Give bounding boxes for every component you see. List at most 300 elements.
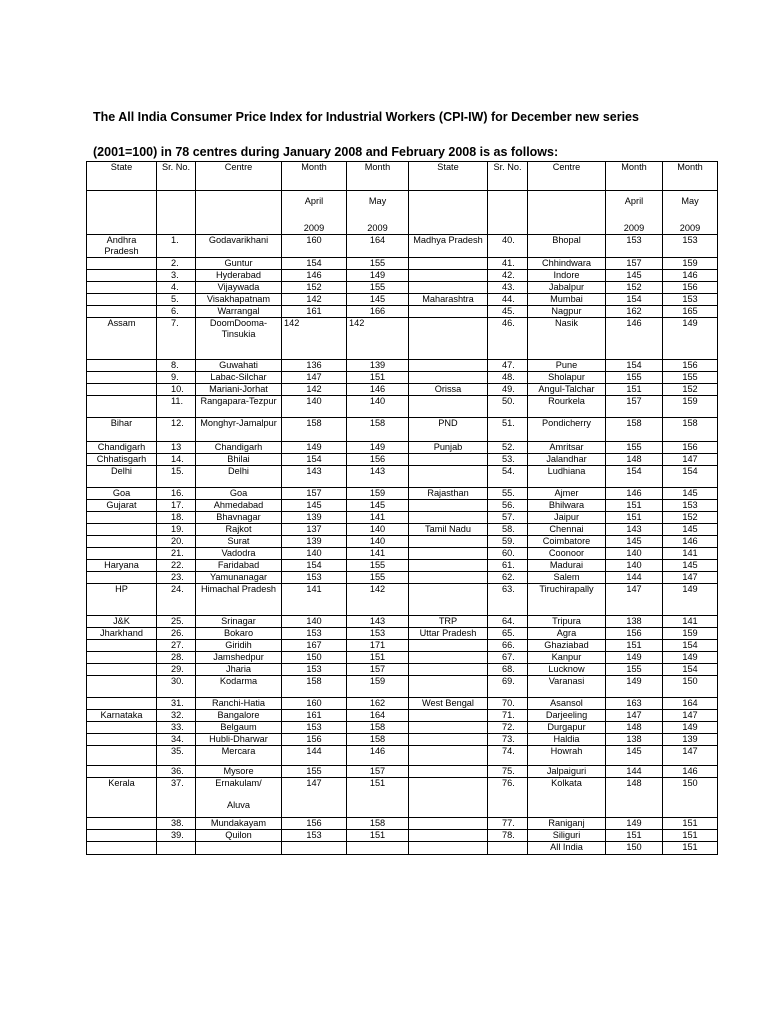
april-value: 157 (606, 258, 663, 270)
centre-cell: Sholapur (528, 372, 606, 384)
may-value: 151 (347, 830, 409, 842)
state-cell: HP (87, 584, 157, 616)
may-value: 155 (347, 572, 409, 584)
may-value: 157 (347, 766, 409, 778)
may-value: 164 (347, 710, 409, 722)
sr-no-cell: 36. (157, 766, 196, 778)
sr-no-cell: 12. (157, 418, 196, 442)
april-value: 161 (282, 306, 347, 318)
sr-no-cell: 26. (157, 628, 196, 640)
may-value: 155 (347, 258, 409, 270)
cpi-table (86, 161, 718, 855)
april-value: 140 (282, 396, 347, 418)
centre-cell: Belgaum (196, 722, 282, 734)
may-value: 149 (663, 722, 718, 734)
april-value: 140 (282, 616, 347, 628)
centre-cell: Mundakayam (196, 818, 282, 830)
may-value: 155 (347, 560, 409, 572)
centre-cell: Pondicherry (528, 418, 606, 442)
centre-cell: Chennai (528, 524, 606, 536)
april-value: 137 (282, 524, 347, 536)
state-cell (87, 676, 157, 698)
state-cell (87, 524, 157, 536)
centre-cell: Ghaziabad (528, 640, 606, 652)
state-cell (87, 746, 157, 766)
may-value: 145 (663, 488, 718, 500)
sr-no-cell: 33. (157, 722, 196, 734)
may-value: 159 (663, 628, 718, 640)
centre-cell: Ludhiana (528, 466, 606, 488)
sr-no-cell: 60. (488, 548, 528, 560)
table-row (87, 512, 718, 524)
state-cell (409, 584, 488, 616)
state-cell (87, 372, 157, 384)
may-value: 156 (347, 454, 409, 466)
state-cell (87, 842, 157, 855)
sr-no-cell: 47. (488, 360, 528, 372)
sr-no-cell: 69. (488, 676, 528, 698)
sr-no-cell: 73. (488, 734, 528, 746)
april-value: 155 (282, 766, 347, 778)
may-value: 145 (347, 500, 409, 512)
sr-no-cell: 44. (488, 294, 528, 306)
may-value: 164 (347, 235, 409, 258)
centre-cell: Bangalore (196, 710, 282, 722)
sr-no-cell: 52. (488, 442, 528, 454)
sr-no-cell: 66. (488, 640, 528, 652)
may-value: 151 (347, 778, 409, 818)
state-cell: Gujarat (87, 500, 157, 512)
may-value: 166 (347, 306, 409, 318)
sr-no-cell: 42. (488, 270, 528, 282)
may-value: 171 (347, 640, 409, 652)
may-value: 149 (663, 318, 718, 360)
april-value: 140 (606, 560, 663, 572)
centre-cell: Srinagar (196, 616, 282, 628)
centre-cell: Jharia (196, 664, 282, 676)
table-row (87, 270, 718, 282)
may-value: 152 (663, 512, 718, 524)
table-row (87, 235, 718, 258)
may-value: 151 (663, 842, 718, 855)
april-value: 148 (606, 454, 663, 466)
table-row (87, 372, 718, 384)
table-row (87, 294, 718, 306)
sr-no-cell: 18. (157, 512, 196, 524)
centre-cell: Angul-Talchar (528, 384, 606, 396)
sr-no-cell: 65. (488, 628, 528, 640)
state-cell (409, 548, 488, 560)
sr-no-cell: 23. (157, 572, 196, 584)
table-row (87, 734, 718, 746)
centre-cell: Pune (528, 360, 606, 372)
centre-cell: Tripura (528, 616, 606, 628)
state-cell: Goa (87, 488, 157, 500)
month-name: April (304, 196, 324, 206)
table-row (87, 258, 718, 270)
april-value: 157 (606, 396, 663, 418)
may-value: 147 (663, 572, 718, 584)
state-cell (409, 746, 488, 766)
april-value: 140 (606, 548, 663, 560)
header-sr-no-right: Sr. No. (488, 162, 528, 191)
centre-cell (196, 842, 282, 855)
sr-no-cell (157, 842, 196, 855)
april-value: 151 (606, 500, 663, 512)
sr-no-cell: 11. (157, 396, 196, 418)
state-cell (87, 830, 157, 842)
table-row (87, 584, 718, 616)
centre-cell: Faridabad (196, 560, 282, 572)
sr-no-cell: 59. (488, 536, 528, 548)
header-state-right: State (409, 162, 488, 191)
table-row (87, 548, 718, 560)
may-value (347, 842, 409, 855)
header-centre: Centre (196, 162, 282, 191)
april-value: 153 (282, 722, 347, 734)
may-value: 158 (347, 818, 409, 830)
centre-cell: Bhilwara (528, 500, 606, 512)
may-value: 151 (663, 818, 718, 830)
april-value: 154 (282, 454, 347, 466)
subheader-row (87, 191, 718, 235)
state-cell: Kerala (87, 778, 157, 818)
state-cell (409, 722, 488, 734)
april-value: 143 (606, 524, 663, 536)
table-row (87, 830, 718, 842)
may-value: 154 (663, 640, 718, 652)
may-value: 145 (663, 524, 718, 536)
centre-cell: Ranchi-Hatia (196, 698, 282, 710)
april-value: 153 (606, 235, 663, 258)
april-value: 151 (606, 640, 663, 652)
table-row (87, 710, 718, 722)
table-row (87, 766, 718, 778)
sr-no-cell: 45. (488, 306, 528, 318)
document-title: The All India Consumer Price Index for Industrial Workers (CPI-IW) for December new series (93, 110, 639, 124)
sr-no-cell: 39. (157, 830, 196, 842)
state-cell: Karnataka (87, 710, 157, 722)
state-cell (87, 306, 157, 318)
april-value: 150 (282, 652, 347, 664)
sr-no-cell: 28. (157, 652, 196, 664)
state-cell (87, 734, 157, 746)
state-cell (409, 830, 488, 842)
may-value: 156 (663, 282, 718, 294)
may-value: 146 (663, 270, 718, 282)
centre-cell: Bhopal (528, 235, 606, 258)
sr-no-cell: 77. (488, 818, 528, 830)
centre-cell: Warrangal (196, 306, 282, 318)
sr-no-cell: 61. (488, 560, 528, 572)
table-row (87, 306, 718, 318)
may-value: 145 (663, 560, 718, 572)
sr-no-cell: 14. (157, 454, 196, 466)
centre-cell: Salem (528, 572, 606, 584)
sr-no-cell: 32. (157, 710, 196, 722)
state-cell (409, 282, 488, 294)
sr-no-cell: 67. (488, 652, 528, 664)
state-cell (409, 572, 488, 584)
centre-cell: Madurai (528, 560, 606, 572)
table-row (87, 418, 718, 442)
sr-no-cell: 68. (488, 664, 528, 676)
centre-cell: Siliguri (528, 830, 606, 842)
centre-cell: Ernakulam/ Aluva (196, 778, 282, 818)
may-value: 154 (663, 466, 718, 488)
centre-cell: Coonoor (528, 548, 606, 560)
centre-cell: Kolkata (528, 778, 606, 818)
state-cell (409, 778, 488, 818)
state-cell (409, 396, 488, 418)
may-value: 159 (663, 258, 718, 270)
april-value: 156 (606, 628, 663, 640)
centre-cell: Goa (196, 488, 282, 500)
april-value: 149 (606, 652, 663, 664)
centre-cell: Vijaywada (196, 282, 282, 294)
state-cell (409, 372, 488, 384)
sr-no-cell: 40. (488, 235, 528, 258)
centre-cell: Mumbai (528, 294, 606, 306)
april-value: 151 (606, 512, 663, 524)
centre-cell: Haldia (528, 734, 606, 746)
april-value: 140 (282, 548, 347, 560)
state-cell: Chhatisgarh (87, 454, 157, 466)
sr-no-cell: 49. (488, 384, 528, 396)
april-value: 138 (606, 734, 663, 746)
sr-no-cell: 46. (488, 318, 528, 360)
state-cell: J&K (87, 616, 157, 628)
centre-cell: Lucknow (528, 664, 606, 676)
sr-no-cell: 10. (157, 384, 196, 396)
may-value: 149 (347, 442, 409, 454)
may-value: 158 (663, 418, 718, 442)
state-cell (87, 536, 157, 548)
sr-no-cell: 35. (157, 746, 196, 766)
header-state: State (87, 162, 157, 191)
april-value: 153 (282, 572, 347, 584)
april-value: 155 (606, 372, 663, 384)
may-value: 149 (663, 584, 718, 616)
sr-no-cell: 31. (157, 698, 196, 710)
april-value: 147 (606, 710, 663, 722)
centre-cell: Varanasi (528, 676, 606, 698)
table-row (87, 778, 718, 818)
may-value: 149 (663, 652, 718, 664)
april-value: 154 (606, 466, 663, 488)
may-value: 141 (347, 548, 409, 560)
may-value: 140 (347, 536, 409, 548)
centre-cell: Rajkot (196, 524, 282, 536)
state-cell: Haryana (87, 560, 157, 572)
state-cell (409, 270, 488, 282)
subheader-may-right (663, 191, 718, 235)
state-cell (87, 270, 157, 282)
may-value: 151 (347, 372, 409, 384)
april-value: 149 (606, 818, 663, 830)
centre-cell: Mercara (196, 746, 282, 766)
state-cell: Rajasthan (409, 488, 488, 500)
april-value: 151 (606, 384, 663, 396)
table-row (87, 842, 718, 855)
state-cell (409, 318, 488, 360)
table-row (87, 560, 718, 572)
centre-cell: Bokaro (196, 628, 282, 640)
centre-cell: Tiruchirapally (528, 584, 606, 616)
state-cell (409, 560, 488, 572)
may-value: 142 (347, 318, 409, 360)
table-row (87, 572, 718, 584)
state-cell (409, 360, 488, 372)
april-value: 142 (282, 318, 347, 360)
document-subtitle: (2001=100) in 78 centres during January 2008 and February 2008 is as follows: (93, 145, 559, 159)
april-value: 141 (282, 584, 347, 616)
state-cell: Tamil Nadu (409, 524, 488, 536)
table-row (87, 652, 718, 664)
april-value: 148 (606, 778, 663, 818)
sr-no-cell: 58. (488, 524, 528, 536)
month-year: 2009 (623, 223, 645, 233)
may-value: 153 (663, 235, 718, 258)
april-value: 146 (606, 488, 663, 500)
may-value: 157 (347, 664, 409, 676)
header-row (87, 162, 718, 191)
sr-no-cell: 7. (157, 318, 196, 360)
centre-cell: Howrah (528, 746, 606, 766)
subheader-may (347, 191, 409, 235)
sr-no-cell: 63. (488, 584, 528, 616)
centre-cell: Rangapara-Tezpur (196, 396, 282, 418)
may-value: 154 (663, 664, 718, 676)
centre-cell: Giridih (196, 640, 282, 652)
april-value (282, 842, 347, 855)
may-value: 140 (347, 396, 409, 418)
table-row (87, 454, 718, 466)
centre-cell: Hubli-Dharwar (196, 734, 282, 746)
sr-no-cell: 29. (157, 664, 196, 676)
may-value: 165 (663, 306, 718, 318)
april-value: 152 (282, 282, 347, 294)
sr-no-cell: 15. (157, 466, 196, 488)
centre-cell: Ajmer (528, 488, 606, 500)
may-value: 146 (663, 536, 718, 548)
centre-cell: Hyderabad (196, 270, 282, 282)
april-value: 145 (606, 270, 663, 282)
state-cell (87, 652, 157, 664)
may-value: 141 (663, 616, 718, 628)
state-cell: Orissa (409, 384, 488, 396)
state-cell (409, 536, 488, 548)
may-value: 146 (347, 384, 409, 396)
centre-cell: Delhi (196, 466, 282, 488)
april-value: 154 (606, 360, 663, 372)
state-cell (409, 258, 488, 270)
table-row (87, 524, 718, 536)
centre-cell: Agra (528, 628, 606, 640)
state-cell (409, 766, 488, 778)
april-value: 156 (282, 734, 347, 746)
state-cell (87, 282, 157, 294)
table-row (87, 384, 718, 396)
month-year: 2009 (303, 223, 325, 233)
april-value: 146 (606, 318, 663, 360)
subheader-april-right (606, 191, 663, 235)
centre-cell: Amritsar (528, 442, 606, 454)
sr-no-cell: 25. (157, 616, 196, 628)
state-cell: Delhi (87, 466, 157, 488)
centre-cell: Jaipur (528, 512, 606, 524)
april-value: 147 (282, 778, 347, 818)
april-value: 139 (282, 536, 347, 548)
sr-no-cell: 64. (488, 616, 528, 628)
april-value: 146 (282, 270, 347, 282)
table-row (87, 318, 718, 360)
centre-cell: All India (528, 842, 606, 855)
april-value: 142 (282, 294, 347, 306)
state-cell (87, 722, 157, 734)
april-value: 144 (282, 746, 347, 766)
sr-no-cell: 62. (488, 572, 528, 584)
april-value: 148 (606, 722, 663, 734)
april-value: 138 (606, 616, 663, 628)
sr-no-cell: 71. (488, 710, 528, 722)
may-value: 155 (347, 282, 409, 294)
may-value: 155 (663, 372, 718, 384)
april-value: 147 (606, 584, 663, 616)
sr-no-cell: 34. (157, 734, 196, 746)
centre-cell: Visakhapatnam (196, 294, 282, 306)
sr-no-cell: 30. (157, 676, 196, 698)
state-cell (409, 454, 488, 466)
april-value: 151 (606, 830, 663, 842)
centre-cell: Monghyr-Jamalpur (196, 418, 282, 442)
state-cell (87, 396, 157, 418)
table-row (87, 616, 718, 628)
may-value: 147 (663, 746, 718, 766)
may-value: 153 (663, 500, 718, 512)
centre-cell: Surat (196, 536, 282, 548)
sr-no-cell: 70. (488, 698, 528, 710)
table-row (87, 664, 718, 676)
centre-cell: Quilon (196, 830, 282, 842)
centre-cell: Kanpur (528, 652, 606, 664)
april-value: 155 (606, 664, 663, 676)
april-value: 145 (606, 746, 663, 766)
month-year: 2009 (679, 223, 701, 233)
header-sr-no: Sr. No. (157, 162, 196, 191)
april-value: 145 (606, 536, 663, 548)
may-value: 147 (663, 454, 718, 466)
sr-no-cell: 48. (488, 372, 528, 384)
centre-cell: Nagpur (528, 306, 606, 318)
table-row (87, 466, 718, 488)
april-value: 144 (606, 572, 663, 584)
centre-cell: Kodarma (196, 676, 282, 698)
april-value: 154 (282, 560, 347, 572)
centre-cell: Mariani-Jorhat (196, 384, 282, 396)
header-month-1-right: Month (606, 162, 663, 191)
april-value: 154 (282, 258, 347, 270)
sr-no-cell: 3. (157, 270, 196, 282)
state-cell (87, 572, 157, 584)
centre-cell: Vadodra (196, 548, 282, 560)
sr-no-cell: 56. (488, 500, 528, 512)
centre-cell: Jamshedpur (196, 652, 282, 664)
sr-no-cell: 53. (488, 454, 528, 466)
may-value: 164 (663, 698, 718, 710)
sr-no-cell: 38. (157, 818, 196, 830)
april-value: 143 (282, 466, 347, 488)
